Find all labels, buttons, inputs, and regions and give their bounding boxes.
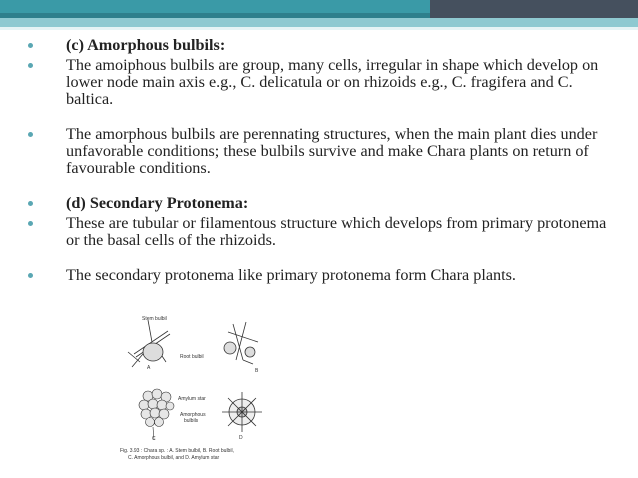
label-stem-bulbil: Stem bulbil — [142, 316, 167, 322]
bullet-text: (c) Amorphous bulbils: — [66, 36, 226, 54]
bullet-secondary-description — [28, 215, 608, 249]
bullet-heading-amorphous — [28, 37, 608, 54]
bullet-text: The secondary protonema like primary protonema form Chara plants. — [66, 266, 516, 284]
bullet-text: (d) Secondary Protonema: — [66, 194, 249, 212]
bullet-dot — [28, 63, 33, 68]
amylum-star-drawing — [222, 392, 262, 432]
bullet-secondary-forms-chara — [28, 267, 608, 284]
bullet-dot — [28, 201, 33, 206]
bullet-text: These are tubular or filamentous structure which develops from primary protonema or the basal cells of the rhizoids. — [66, 214, 607, 249]
bullet-amorphous-description — [28, 57, 608, 108]
slide-body — [28, 37, 608, 284]
bullet-dot — [28, 43, 33, 48]
bullet-text: The amorphous bulbils are perennating structures, when the main plant dies under unfavorable conditions; these bulbils survive and make Chara plants on return of favourable conditions. — [66, 125, 598, 177]
root-bulbil-drawing — [224, 322, 258, 364]
chara-bulbils-illustration — [118, 312, 276, 464]
chara-bulbils-figure — [118, 312, 276, 464]
label-amorphous-line2: bulbils — [184, 418, 199, 424]
label-a: A — [147, 365, 151, 371]
label-amylum-star: Amylum star — [178, 396, 206, 402]
top-light-stripe — [0, 18, 638, 27]
bullet-perennating — [28, 126, 608, 177]
label-amorphous-line1: Amorphous — [180, 412, 206, 418]
label-b: B — [255, 368, 259, 374]
bullet-text: The amoiphous bulbils are group, many cells, irregular in shape which develop on lower node main axis e.g., C. delicatula or on rhizoids e.g., C. fragifera and C. baltica. — [66, 56, 599, 108]
top-decoration-bar — [0, 0, 638, 18]
bullet-heading-secondary-protonema — [28, 195, 608, 212]
bullet-dot — [28, 132, 33, 137]
label-root-bulbil: Root bulbil — [180, 354, 204, 360]
top-pale-stripe — [0, 27, 638, 30]
figure-caption-line1: Fig. 3.93 : Chara sp. : A. Stem bulbil, B. Root bulbil, — [120, 448, 234, 454]
bullet-dot — [28, 221, 33, 226]
label-d: D — [239, 435, 243, 441]
figure-caption-line2: C. Amorphous bulbil, and D. Amylum star — [128, 455, 220, 461]
amorphous-bulbils-drawing — [139, 389, 174, 440]
bullet-dot — [28, 273, 33, 278]
label-c: C — [152, 436, 156, 442]
stem-bulbil-drawing — [128, 320, 170, 367]
